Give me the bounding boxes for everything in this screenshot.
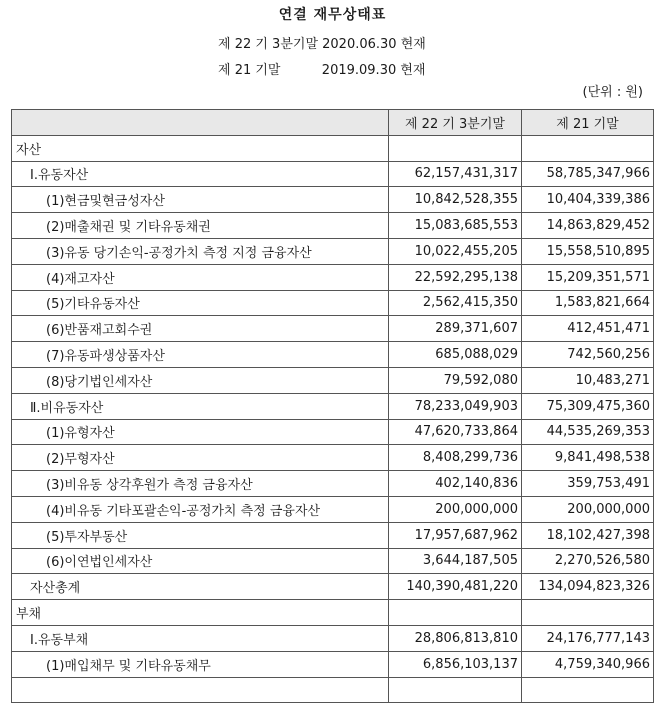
prior-period-value: 742,560,256 — [522, 342, 654, 368]
current-period-value — [389, 135, 522, 161]
prior-period-value: 58,785,347,966 — [522, 161, 654, 187]
current-period-value: 6,856,103,137 — [389, 651, 522, 677]
prior-period-value: 2,270,526,580 — [522, 548, 654, 574]
period-current: 제 22 기 3분기말 2020.06.30 현재 — [218, 37, 426, 52]
account-name: Ⅰ.유동부채 — [12, 625, 389, 651]
account-name: (3)비유동 상각후원가 측정 금융자산 — [12, 471, 389, 497]
header-prior-period: 제 21 기말 — [522, 110, 654, 136]
current-period-value: 22,592,295,138 — [389, 264, 522, 290]
current-period-value: 3,644,187,505 — [389, 548, 522, 574]
table-row — [12, 342, 654, 368]
table-row — [12, 393, 654, 419]
current-period-value: 140,390,481,220 — [389, 574, 522, 600]
account-name: (4)비유동 기타포괄손익-공정가치 측정 금융자산 — [12, 496, 389, 522]
current-period-value: 289,371,607 — [389, 316, 522, 342]
account-name: (5)기타유동자산 — [12, 290, 389, 316]
header-account — [12, 110, 389, 136]
account-name: (1)매입채무 및 기타유동채무 — [12, 651, 389, 677]
account-name: (1)유형자산 — [12, 419, 389, 445]
account-name: (3)유동 당기손익-공정가치 측정 지정 금융자산 — [12, 238, 389, 264]
table-row — [12, 677, 654, 703]
table-row — [12, 238, 654, 264]
current-period-value: 2,562,415,350 — [389, 290, 522, 316]
account-name: (2)무형자산 — [12, 445, 389, 471]
statement-title: 연결 재무상태표 — [278, 7, 387, 23]
prior-period-value: 14,863,829,452 — [522, 213, 654, 239]
current-period-value: 62,157,431,317 — [389, 161, 522, 187]
table-row — [12, 471, 654, 497]
account-name: (6)반품재고회수권 — [12, 316, 389, 342]
table-row — [12, 574, 654, 600]
current-period-value: 15,083,685,553 — [389, 213, 522, 239]
account-name: (4)재고자산 — [12, 264, 389, 290]
account-name: Ⅱ.비유동자산 — [12, 393, 389, 419]
unit-label: (단위 : 원) — [582, 85, 643, 100]
prior-period-value: 412,451,471 — [522, 316, 654, 342]
account-name: (7)유동파생상품자산 — [12, 342, 389, 368]
account-name: Ⅰ.유동자산 — [12, 161, 389, 187]
prior-period-value: 18,102,427,398 — [522, 522, 654, 548]
table-row — [12, 316, 654, 342]
table-row — [12, 625, 654, 651]
prior-period-value: 44,535,269,353 — [522, 419, 654, 445]
period-prior: 제 21 기말 2019.09.30 현재 — [218, 63, 426, 78]
table-row — [12, 419, 654, 445]
current-period-value: 10,842,528,355 — [389, 187, 522, 213]
table-row — [12, 135, 654, 161]
prior-period-value: 15,558,510,895 — [522, 238, 654, 264]
current-period-value: 17,957,687,962 — [389, 522, 522, 548]
prior-period-value: 24,176,777,143 — [522, 625, 654, 651]
table-row — [12, 496, 654, 522]
prior-period-value: 10,483,271 — [522, 367, 654, 393]
prior-period-value: 15,209,351,571 — [522, 264, 654, 290]
account-name: (8)당기법인세자산 — [12, 367, 389, 393]
prior-period-value: 4,759,340,966 — [522, 651, 654, 677]
prior-period-value: 75,309,475,360 — [522, 393, 654, 419]
table-row — [12, 548, 654, 574]
prior-period-value: 200,000,000 — [522, 496, 654, 522]
balance-sheet-table — [11, 109, 654, 703]
prior-period-value: 1,583,821,664 — [522, 290, 654, 316]
account-name: (5)투자부동산 — [12, 522, 389, 548]
table-row — [12, 367, 654, 393]
table-row — [12, 187, 654, 213]
account-name: 부채 — [12, 600, 389, 626]
table-row — [12, 522, 654, 548]
current-period-value: 200,000,000 — [389, 496, 522, 522]
table-header-row — [12, 110, 654, 136]
prior-period-value — [522, 600, 654, 626]
current-period-value — [389, 600, 522, 626]
table-row — [12, 445, 654, 471]
prior-period-value: 359,753,491 — [522, 471, 654, 497]
table-body — [12, 135, 654, 703]
prior-period-value — [522, 135, 654, 161]
current-period-value: 8,408,299,736 — [389, 445, 522, 471]
account-name: (6)이연법인세자산 — [12, 548, 389, 574]
account-name: (1)현금및현금성자산 — [12, 187, 389, 213]
current-period-value: 79,592,080 — [389, 367, 522, 393]
account-name — [12, 677, 389, 703]
prior-period-value: 134,094,823,326 — [522, 574, 654, 600]
current-period-value: 47,620,733,864 — [389, 419, 522, 445]
header-current-period: 제 22 기 3분기말 — [389, 110, 522, 136]
table-row — [12, 264, 654, 290]
current-period-value: 28,806,813,810 — [389, 625, 522, 651]
prior-period-value — [522, 677, 654, 703]
account-name: 자산총계 — [12, 574, 389, 600]
table-row — [12, 600, 654, 626]
account-name: (2)매출채권 및 기타유동채권 — [12, 213, 389, 239]
account-name: 자산 — [12, 135, 389, 161]
current-period-value: 10,022,455,205 — [389, 238, 522, 264]
current-period-value: 402,140,836 — [389, 471, 522, 497]
table-row — [12, 213, 654, 239]
table-row — [12, 290, 654, 316]
table-row — [12, 161, 654, 187]
prior-period-value: 10,404,339,386 — [522, 187, 654, 213]
table-row — [12, 651, 654, 677]
current-period-value — [389, 677, 522, 703]
prior-period-value: 9,841,498,538 — [522, 445, 654, 471]
current-period-value: 78,233,049,903 — [389, 393, 522, 419]
current-period-value: 685,088,029 — [389, 342, 522, 368]
